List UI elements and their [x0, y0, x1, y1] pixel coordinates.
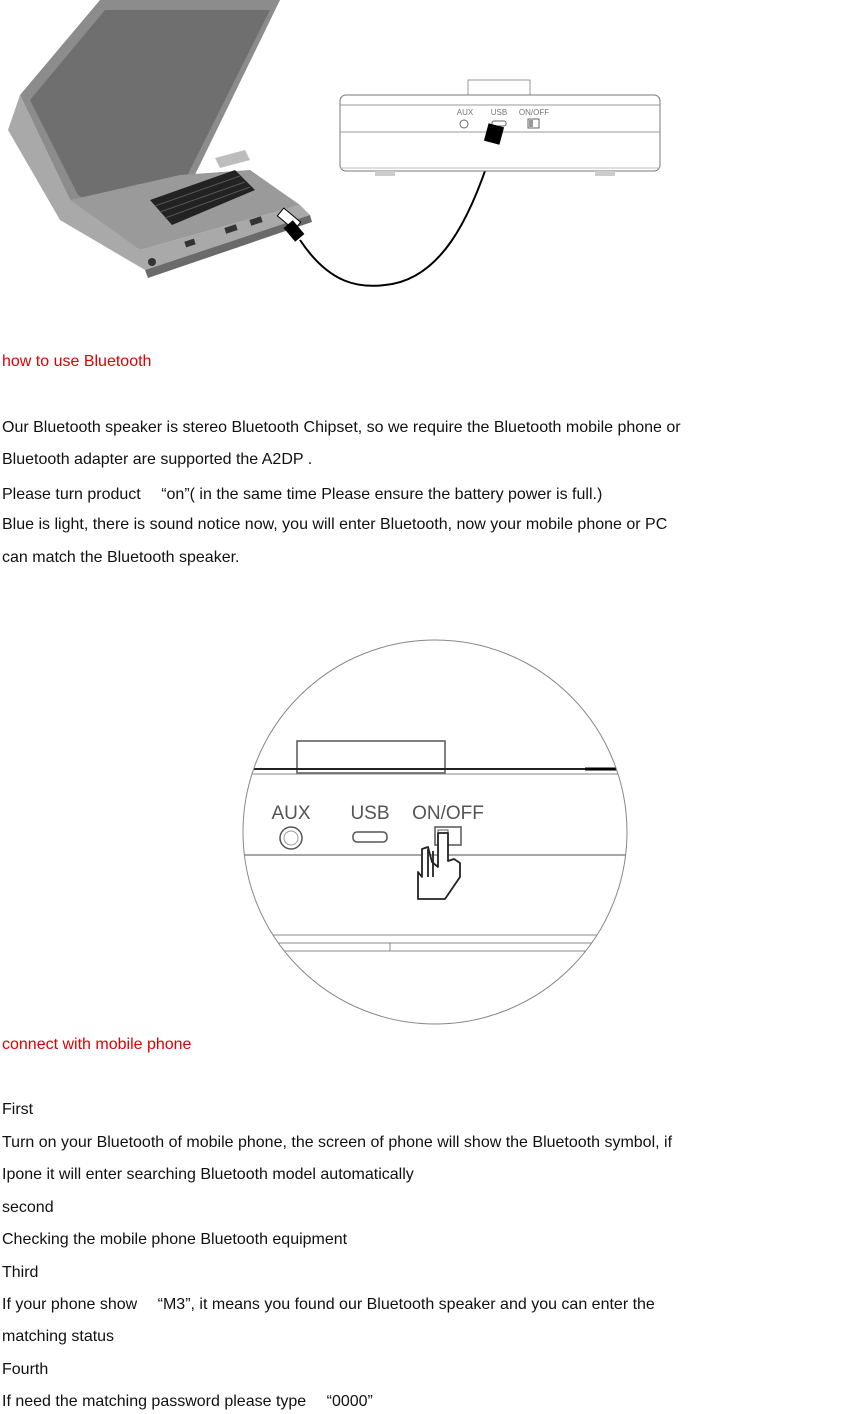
- zoom-aux-label: AUX: [271, 803, 311, 824]
- paragraph-line: can match the Bluetooth speaker.: [2, 549, 240, 566]
- pointing-hand-icon: [418, 833, 460, 899]
- step-line: Checking the mobile phone Bluetooth equipment: [2, 1231, 348, 1248]
- speaker-onoff-label: ON/OFF: [518, 108, 550, 117]
- step-line: Ipone it will enter searching Bluetooth model automatically: [2, 1166, 414, 1183]
- step-line: If need the matching password please type “0000”: [2, 1393, 373, 1410]
- step-title-first: First: [2, 1101, 34, 1118]
- step-line: matching status: [2, 1328, 115, 1345]
- step-title-second: second: [2, 1199, 54, 1216]
- step-line: Turn on your Bluetooth of mobile phone, the screen of phone will show the Bluetooth symbol, if: [2, 1134, 673, 1151]
- laptop-icon: [8, 0, 312, 278]
- step-line: If your phone show “M3”, it means you found our Bluetooth speaker and you can enter the: [2, 1296, 655, 1313]
- paragraph-line: Blue is light, there is sound notice now, you will enter Bluetooth, now your mobile phone or PC: [2, 516, 668, 533]
- power-switch-zoom-illustration: [240, 637, 632, 1029]
- speaker-aux-label: AUX: [456, 108, 474, 117]
- paragraph-line: Please turn product “on”( in the same time Please ensure the battery power is full.): [2, 486, 603, 503]
- laptop-speaker-illustration: [0, 0, 866, 310]
- speaker-icon: [340, 80, 660, 176]
- zoom-onoff-label: ON/OFF: [412, 803, 484, 824]
- section-heading-connect: connect with mobile phone: [2, 1036, 192, 1053]
- paragraph-line: Bluetooth adapter are supported the A2DP .: [2, 451, 313, 468]
- aux-jack-icon: [280, 827, 302, 849]
- paragraph-line: Our Bluetooth speaker is stereo Bluetooth Chipset, so we require the Bluetooth mobile phone or: [2, 419, 681, 436]
- speaker-usb-label: USB: [490, 108, 508, 117]
- step-title-fourth: Fourth: [2, 1361, 49, 1378]
- zoom-usb-label: USB: [350, 803, 390, 824]
- section-heading-bluetooth: how to use Bluetooth: [2, 353, 152, 370]
- usb-port-icon: [353, 832, 387, 842]
- step-title-third: Third: [2, 1264, 39, 1281]
